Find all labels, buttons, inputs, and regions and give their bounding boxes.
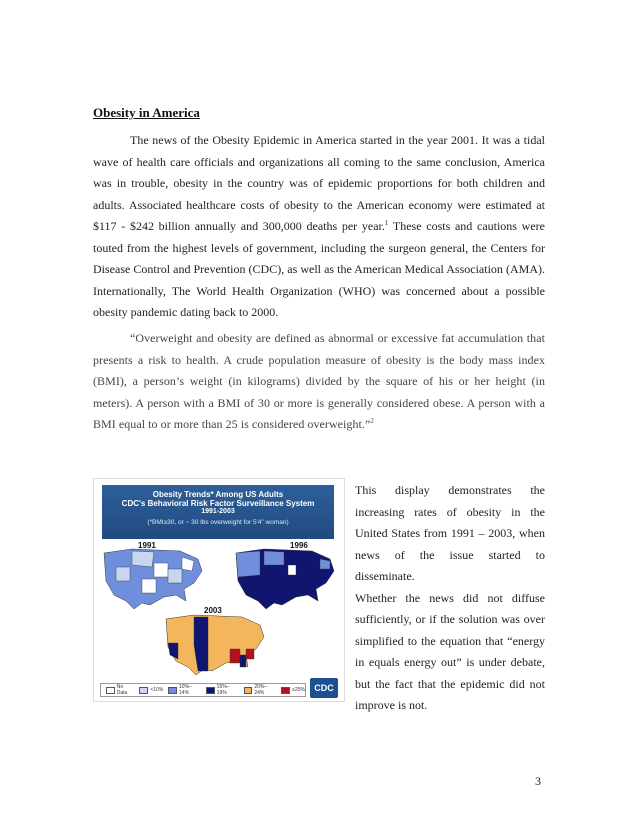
us-maps-graphic — [94, 479, 344, 701]
map-1991 — [104, 549, 202, 609]
legend-label: 10%–14% — [179, 684, 192, 696]
quote-text: “Overweight and obesity are defined as abnormal or excessive fat accumulation that presents a risk to health. A crude population measure of obesity is the body mass index (BMI), a person’s weight (in kilograms) divided by the square of his or her height (in meters). A person with a BMI of 30 or more is generally considered obese. A person with a BMI equal to or more than 25 is considered overweight.” — [93, 331, 545, 431]
legend-label: 15%–19% — [216, 684, 230, 696]
caption-paragraph-2: Whether the news did not diffuse sufficiently, or if the solution was over simplified to the equation that “energy in equals energy out” is under debate, but the fact that the epidemic did not improve is not. — [355, 590, 545, 712]
paragraph-bmi-definition — [93, 328, 545, 436]
legend-label: <10% — [150, 687, 164, 693]
legend-label: 20%–24% — [254, 684, 268, 696]
year-label-1996: 1996 — [290, 541, 308, 550]
page-number: 3 — [535, 774, 541, 788]
legend-item-no-data — [106, 684, 134, 696]
legend-swatch — [281, 687, 290, 694]
year-label-1991: 1991 — [138, 541, 156, 550]
legend-swatch — [206, 687, 215, 694]
legend-item-20-24 — [244, 684, 277, 696]
cdc-logo: CDC — [310, 678, 338, 698]
obesity-trends-map-figure — [93, 478, 345, 702]
legend-item-under-10 — [139, 687, 163, 694]
figure-title: Obesity Trends* Among US Adults — [152, 490, 284, 499]
legend-label: No Data — [116, 684, 128, 696]
paragraph-text-continued: These costs and cautions were touted from the highest levels of government, including the surgeon general, the Centers for Disease Control and Prevention (CDC), as well as the American Medical Association (AMA). Internationally, The World Health Organization (WHO) was concerned about a possible obesity pandemic dating back to 2000. — [93, 219, 546, 319]
map-1996 — [236, 549, 334, 609]
legend-swatch — [106, 687, 115, 694]
map-2003 — [166, 615, 264, 675]
figure-subtitle: CDC's Behavioral Risk Factor Surveillance System — [121, 499, 315, 508]
legend-item-10-14 — [168, 684, 201, 696]
legend-swatch — [168, 687, 177, 694]
figure-note: (*BMI≥30, or ~ 30 lbs overweight for 5'4" woman) — [147, 519, 289, 526]
paragraph-text: The news of the Obesity Epidemic in America started in the year 2001. It was a tidal wave of health care officials and organizations all coming to the same conclusion, America was in trouble, obesity in the country was of epidemic proportions for both children and adults. Associated healthcare costs of obesity to the American economy were estimated at $117 - $242 billion annually and 300,000 deaths per year. — [93, 133, 545, 233]
figure-caption-text — [355, 480, 545, 717]
legend-swatch — [139, 687, 148, 694]
caption-paragraph-1: This display demonstrates the increasing rates of obesity in the United States from 1991 – 2003, when news of the issue started to disseminate. — [355, 483, 545, 583]
map-legend — [100, 683, 306, 697]
paragraph-obesity-epidemic — [93, 130, 545, 324]
legend-item-25-plus — [281, 687, 305, 694]
footnote-marker: 1 — [384, 219, 389, 227]
section-heading: Obesity in America — [93, 105, 200, 120]
legend-item-15-19 — [206, 684, 239, 696]
legend-label: ≥25% — [292, 687, 306, 693]
footnote-marker: 2 — [370, 417, 374, 425]
legend-swatch — [244, 687, 253, 694]
figure-years: 1991-2003 — [201, 508, 235, 515]
year-label-2003: 2003 — [204, 606, 222, 615]
